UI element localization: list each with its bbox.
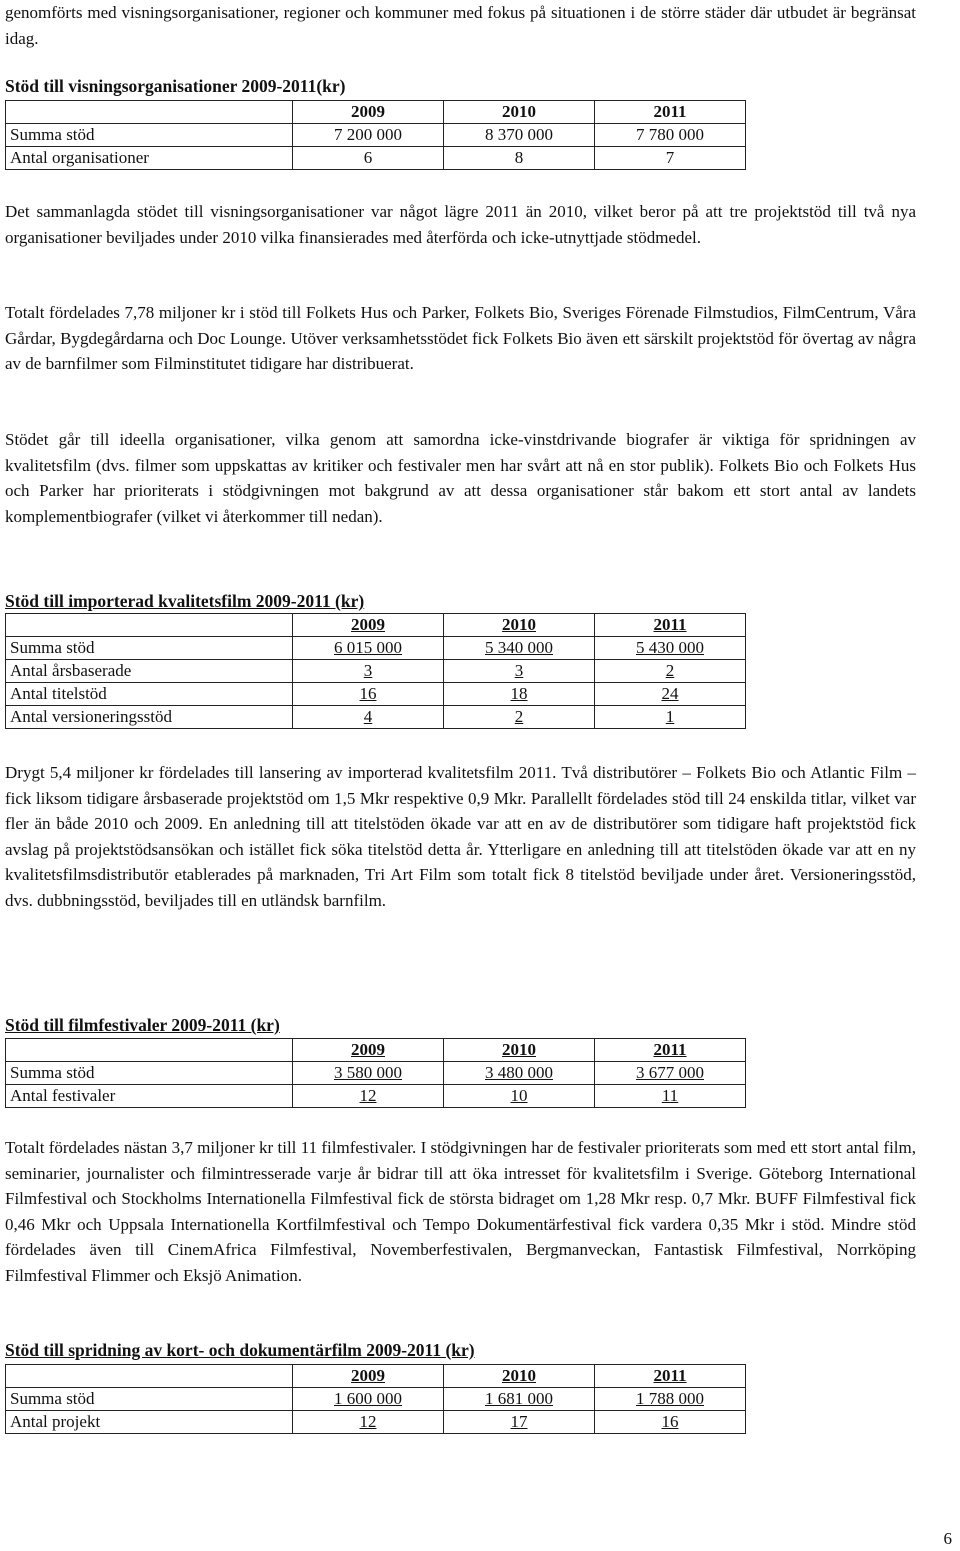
table-cell: 5 430 000 <box>595 637 746 660</box>
year-header: 2010 <box>444 614 595 637</box>
year-header: 2011 <box>595 1365 746 1388</box>
table-header-row <box>6 1039 746 1062</box>
header-empty-cell <box>6 101 293 124</box>
row-label: Summa stöd <box>6 1062 293 1085</box>
row-label: Antal organisationer <box>6 147 293 170</box>
header-empty-cell <box>6 1039 293 1062</box>
year-header: 2009 <box>293 614 444 637</box>
table-row <box>6 1388 746 1411</box>
festival-table <box>5 1038 746 1108</box>
table-cell: 10 <box>444 1085 595 1108</box>
table-header-row <box>6 101 746 124</box>
table-cell: 7 200 000 <box>293 124 444 147</box>
row-label: Antal festivaler <box>6 1085 293 1108</box>
row-label: Antal projekt <box>6 1411 293 1434</box>
section2-heading: Stöd till importerad kvalitetsfilm 2009-2011 (kr) <box>5 591 365 611</box>
year-header: 2011 <box>595 101 746 124</box>
table-row <box>6 683 746 706</box>
import-film-table <box>5 613 746 729</box>
table-cell: 8 <box>444 147 595 170</box>
kortfilm-table <box>5 1364 746 1434</box>
section3-heading: Stöd till filmfestivaler 2009-2011 (kr) <box>5 1015 280 1035</box>
section1-paragraph-3: Stödet går till ideella organisationer, vilka genom att samordna icke-vinstdrivande biografer är viktiga för spridningen av kvalitetsfilm (dvs. filmer som uppskattas av kritiker och festivaler men har svårt att nå en stor publik). Folkets Bio och Folkets Hus och Parker har prioriterats i stödgivningen mot bakgrund av att dessa organisationer står bakom ett stort antal av landets komplementbiografer (vilket vi återkommer till nedan). <box>5 430 916 526</box>
table-cell: 4 <box>293 706 444 729</box>
year-header: 2009 <box>293 1365 444 1388</box>
table-cell: 1 600 000 <box>293 1388 444 1411</box>
row-label: Antal årsbaserade <box>6 660 293 683</box>
section4-heading: Stöd till spridning av kort- och dokumentärfilm 2009-2011 (kr) <box>5 1340 475 1360</box>
row-label: Summa stöd <box>6 1388 293 1411</box>
intro-paragraph: genomförts med visningsorganisationer, regioner och kommuner med fokus på situationen i de större städer där utbudet är begränsat idag. <box>5 3 916 48</box>
year-header: 2009 <box>293 1039 444 1062</box>
table-header-row <box>6 614 746 637</box>
table-cell: 1 <box>595 706 746 729</box>
header-empty-cell <box>6 614 293 637</box>
table-row <box>6 1411 746 1434</box>
row-label: Antal versioneringsstöd <box>6 706 293 729</box>
table-cell: 3 580 000 <box>293 1062 444 1085</box>
year-header: 2011 <box>595 1039 746 1062</box>
table-cell: 17 <box>444 1411 595 1434</box>
table-cell: 7 <box>595 147 746 170</box>
page-number: 6 <box>943 1529 952 1548</box>
row-label: Summa stöd <box>6 637 293 660</box>
table-row <box>6 637 746 660</box>
year-header: 2011 <box>595 614 746 637</box>
table-cell: 2 <box>595 660 746 683</box>
table-row <box>6 1062 746 1085</box>
table-cell: 16 <box>595 1411 746 1434</box>
table-cell: 16 <box>293 683 444 706</box>
table-row <box>6 124 746 147</box>
section1-paragraph-1: Det sammanlagda stödet till visningsorganisationer var något lägre 2011 än 2010, vilket beror på att tre projektstöd till två nya organisationer beviljades under 2010 vilka finansierades med återförda och icke-utnyttjade stödmedel. <box>5 202 916 247</box>
header-empty-cell <box>6 1365 293 1388</box>
table-row <box>6 706 746 729</box>
row-label: Antal titelstöd <box>6 683 293 706</box>
table-cell: 2 <box>444 706 595 729</box>
table-cell: 24 <box>595 683 746 706</box>
table-row <box>6 660 746 683</box>
table-cell: 3 677 000 <box>595 1062 746 1085</box>
table-cell: 6 <box>293 147 444 170</box>
section2-paragraph: Drygt 5,4 miljoner kr fördelades till lansering av importerad kvalitetsfilm 2011. Två distributörer – Folkets Bio och Atlantic Film – fick liksom tidigare årsbaserade projektstöd om 1,5 Mkr respektive 0,9 Mkr. Parallellt fördelades stöd till 24 enskilda titlar, vilket var fler än både 2010 och 2009. En anledning till att titelstöden ökade var att en av de distributörer som tidigare haft projektstöd fick avslag på projektstödsansökan och istället fick söka titelstöd detta år. Ytterligare en anledning till att titelstöden ökade var att en ny kvalitetsfilmsdistributör etablerades på marknaden, Tri Art Film som totalt fick 8 titelstöd beviljade under året. Versioneringsstöd, dvs. dubbningsstöd, beviljades till en utländsk barnfilm. <box>5 763 916 910</box>
table-cell: 3 480 000 <box>444 1062 595 1085</box>
table-cell: 1 788 000 <box>595 1388 746 1411</box>
year-header: 2010 <box>444 101 595 124</box>
table-cell: 18 <box>444 683 595 706</box>
table-cell: 1 681 000 <box>444 1388 595 1411</box>
section1-paragraph-2: Totalt fördelades 7,78 miljoner kr i stöd till Folkets Hus och Parker, Folkets Bio, Sveriges Förenade Filmstudios, FilmCentrum, Våra Gårdar, Bygdegårdarna och Doc Lounge. Utöver verksamhetsstödet fick Folkets Bio även ett särskilt projektstöd för övertag av några av de barnfilmer som Filminstitutet tidigare har distribuerat. <box>5 303 916 373</box>
section1-heading: Stöd till visningsorganisationer 2009-2011(kr) <box>5 76 346 96</box>
year-header: 2010 <box>444 1039 595 1062</box>
year-header: 2010 <box>444 1365 595 1388</box>
table-cell: 8 370 000 <box>444 124 595 147</box>
table-cell: 12 <box>293 1411 444 1434</box>
table-cell: 11 <box>595 1085 746 1108</box>
table-header-row <box>6 1365 746 1388</box>
table-cell: 5 340 000 <box>444 637 595 660</box>
table-row <box>6 1085 746 1108</box>
visningsorg-table <box>5 100 746 170</box>
table-cell: 6 015 000 <box>293 637 444 660</box>
year-header: 2009 <box>293 101 444 124</box>
table-cell: 3 <box>444 660 595 683</box>
row-label: Summa stöd <box>6 124 293 147</box>
table-cell: 7 780 000 <box>595 124 746 147</box>
table-cell: 12 <box>293 1085 444 1108</box>
section3-paragraph: Totalt fördelades nästan 3,7 miljoner kr till 11 filmfestivaler. I stödgivningen har de festivaler prioriterats som med ett stort antal film, seminarier, journalister och filmintresserade varje år bidrar till att öka intresset för kvalitetsfilm i Sverige. Göteborg International Filmfestival och Stockholms Internationella Filmfestival fick de största bidraget om 1,28 Mkr resp. 0,7 Mkr. BUFF Filmfestival fick 0,46 Mkr och Uppsala Internationella Kortfilmfestival och Tempo Dokumentärfestival fick vardera 0,35 Mkr i stöd. Mindre stöd fördelades även till CinemAfrica Filmfestival, Novemberfestivalen, Bergmanveckan, Fantastisk Filmfestival, Norrköping Filmfestival Flimmer och Eksjö Animation. <box>5 1138 916 1285</box>
table-row <box>6 147 746 170</box>
table-cell: 3 <box>293 660 444 683</box>
